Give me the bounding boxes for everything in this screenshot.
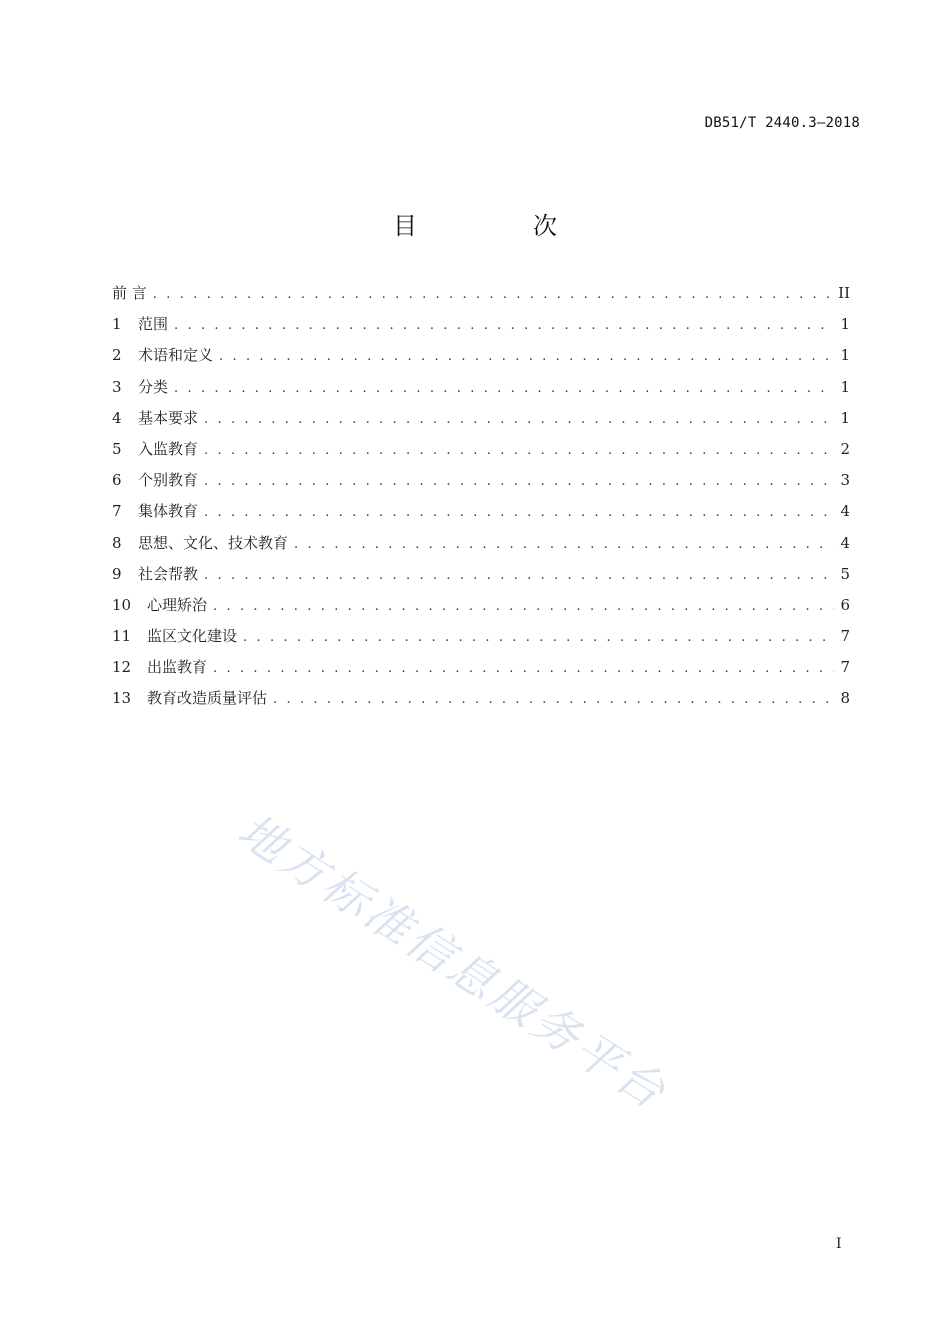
toc-entry-text: 术语和定义: [138, 346, 214, 365]
toc-entry-text: 分类: [138, 377, 169, 396]
toc-entry-7[interactable]: [112, 500, 850, 531]
toc-entry-page: 7: [840, 658, 850, 677]
toc-entry-2[interactable]: [112, 344, 850, 375]
toc-entry-text: 教育改造质量评估: [147, 689, 268, 708]
watermark: 地方标准信息服务平台: [228, 802, 678, 1121]
toc-entry-number: 2: [112, 346, 122, 365]
toc-entry-8[interactable]: [112, 532, 850, 563]
toc-entry-number: 4: [112, 408, 122, 427]
toc-leader-dots: [174, 318, 834, 333]
page-number: I: [836, 1236, 842, 1252]
toc-entry-page: 3: [840, 471, 850, 490]
toc-entry-number: 3: [112, 377, 122, 396]
toc-leader-dots: [243, 630, 834, 645]
toc-leader-dots: [294, 537, 834, 552]
toc-entry-number: 9: [112, 564, 122, 583]
toc-entry-number: 7: [112, 502, 122, 521]
toc-entry-10[interactable]: [112, 594, 850, 625]
toc-entry-text: 心理矫治: [147, 595, 208, 614]
toc-entry-page: 7: [840, 627, 850, 646]
toc-leader-dots: [153, 287, 832, 302]
toc-leader-dots: [213, 661, 834, 676]
toc-entry-text: 思想、文化、技术教育: [138, 533, 289, 552]
toc-entry-6[interactable]: [112, 469, 850, 500]
toc-leader-dots: [204, 474, 834, 489]
toc-entry-page: 4: [840, 533, 850, 552]
toc-entry-page: 8: [840, 689, 850, 708]
toc-entry-number: 11: [112, 627, 132, 646]
toc-entry-12[interactable]: [112, 656, 850, 687]
toc-entry-11[interactable]: [112, 625, 850, 656]
toc-entry-4[interactable]: [112, 407, 850, 438]
toc-entry-5[interactable]: [112, 438, 850, 469]
toc-entry-text: 监区文化建设: [147, 627, 238, 646]
toc-leader-dots: [204, 505, 834, 520]
toc-entry-number: 13: [112, 689, 132, 708]
toc-entry-number: 1: [112, 315, 122, 334]
toc-entry-9[interactable]: [112, 563, 850, 594]
toc-entry-number: 12: [112, 658, 132, 677]
toc-entry-foreword[interactable]: [112, 282, 850, 313]
toc-entry-text: 出监教育: [147, 658, 208, 677]
toc-entry-text: 社会帮教: [138, 564, 199, 583]
toc-title: 目 次: [393, 212, 603, 240]
toc-leader-dots: [204, 412, 834, 427]
toc-leader-dots: [174, 381, 834, 396]
toc-entry-text: 入监教育: [138, 439, 199, 458]
toc-leader-dots: [219, 349, 834, 364]
toc-entry-number: 5: [112, 439, 122, 458]
toc-entry-page: 4: [840, 502, 850, 521]
toc-entry-number: 10: [112, 595, 132, 614]
toc-leader-dots: [213, 599, 834, 614]
toc-entry-number: 6: [112, 471, 122, 490]
toc-entry-page: 6: [840, 595, 850, 614]
toc-entry-page: 1: [840, 346, 850, 365]
toc-entry-page: II: [838, 284, 850, 302]
toc-entry-13[interactable]: [112, 687, 850, 718]
toc-entry-text: 范围: [138, 315, 169, 334]
toc-entry-number: 8: [112, 533, 122, 552]
toc-entry-1[interactable]: [112, 313, 850, 344]
toc-entry-page: 5: [840, 564, 850, 583]
toc-entry-3[interactable]: [112, 376, 850, 407]
toc-entry-page: 1: [840, 377, 850, 396]
toc-entry-text: 个别教育: [138, 471, 199, 490]
standard-code: DB51/T 2440.3—2018: [704, 115, 860, 131]
toc-leader-dots: [273, 692, 834, 707]
toc-entry-page: 1: [840, 408, 850, 427]
table-of-contents: [112, 282, 850, 719]
toc-entry-text: 基本要求: [138, 408, 199, 427]
toc-entry-text: 前 言: [112, 284, 147, 302]
toc-entry-page: 1: [840, 315, 850, 334]
toc-leader-dots: [204, 443, 834, 458]
toc-leader-dots: [204, 568, 834, 583]
toc-entry-text: 集体教育: [138, 502, 199, 521]
toc-entry-page: 2: [840, 439, 850, 458]
